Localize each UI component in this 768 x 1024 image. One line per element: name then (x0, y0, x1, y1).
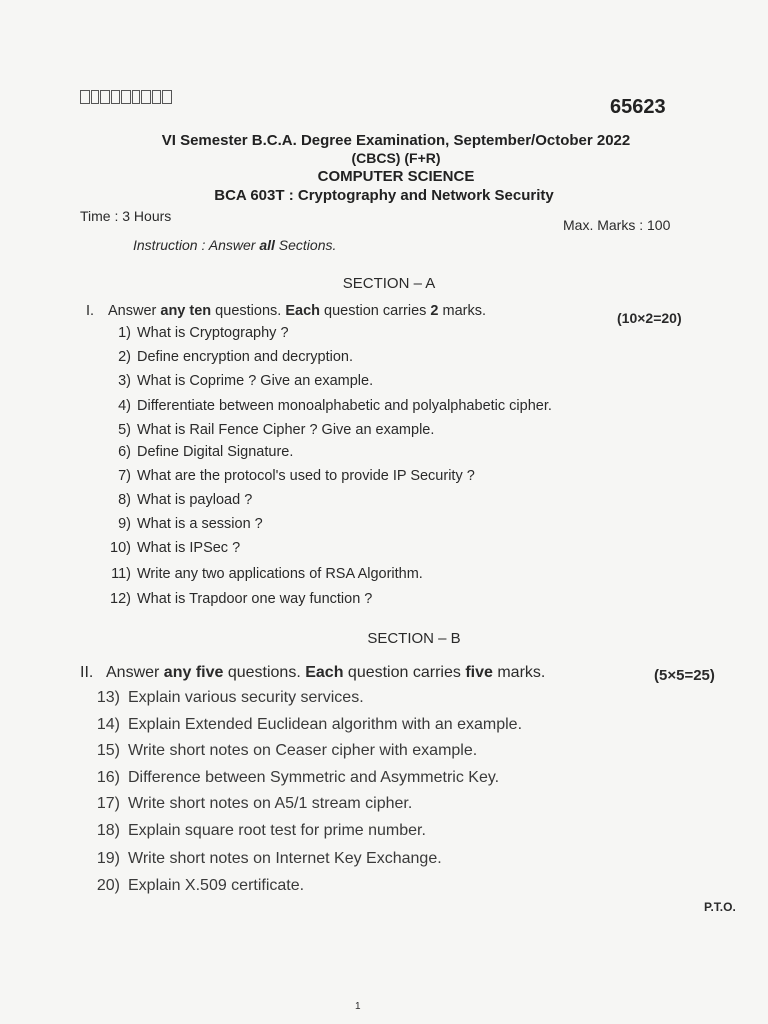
instr-part: Answer (106, 664, 164, 681)
question-item: 5) What is Rail Fence Cipher ? Give an example. (118, 422, 435, 438)
question-item: 1) What is Cryptography ? (118, 325, 289, 341)
question-item: 12) What is Trapdoor one way function ? (110, 591, 373, 607)
question-item: 13) Explain various security services. (96, 689, 364, 706)
instr-part: question carries (343, 664, 466, 681)
question-item: 14) Explain Extended Euclidean algorithm with an example. (96, 716, 523, 733)
pto-label: P.T.O. (704, 900, 736, 914)
instr-part: marks. (438, 303, 487, 319)
instruction (133, 237, 336, 253)
section-b-title: SECTION – B (367, 630, 461, 647)
section-a-marks: (10×2=20) (617, 310, 682, 326)
question-item: 8) What is payload ? (118, 492, 253, 508)
question-item: 17) Write short notes on A5/1 stream cipher. (96, 795, 413, 812)
paper-code: 65623 (610, 96, 666, 118)
instr-part-bold: Each (305, 664, 344, 681)
course-title: BCA 603T : Cryptography and Network Security (214, 187, 554, 204)
instr-part-bold: 2 (430, 303, 439, 319)
barcode-icon (80, 90, 172, 104)
instruction-bold: all (259, 237, 275, 253)
time-label: Time : 3 Hours (80, 208, 172, 224)
instr-part: questions. (211, 303, 286, 319)
question-item: 9) What is a session ? (118, 516, 263, 532)
section-b-marks: (5×5=25) (654, 667, 715, 684)
max-marks-label: Max. Marks : 100 (563, 217, 671, 233)
section-a-roman: I. (86, 303, 95, 319)
instr-part: marks. (492, 664, 546, 681)
section-a-title: SECTION – A (342, 275, 436, 292)
instr-part: question carries (320, 303, 431, 319)
question-item: 10) What is IPSec ? (110, 540, 241, 556)
page-number: 1 (355, 1001, 361, 1012)
instr-part: Answer (108, 303, 161, 319)
instr-part: questions. (223, 664, 306, 681)
instr-part-bold: any ten (160, 303, 212, 319)
section-b-roman: II. (80, 664, 94, 681)
subject-line: COMPUTER SCIENCE (317, 168, 475, 185)
question-item: 4) Differentiate between monoalphabetic and polyalphabetic cipher. (118, 398, 552, 414)
instruction-text-after: Sections. (278, 237, 337, 253)
question-item: 16) Difference between Symmetric and Asymmetric Key. (96, 769, 500, 786)
instruction-label: Instruction : (133, 237, 206, 253)
exam-title: VI Semester B.C.A. Degree Examination, September/October 2022 (161, 132, 631, 149)
question-item: 20) Explain X.509 certificate. (96, 877, 305, 894)
scheme-line: (CBCS) (F+R) (351, 150, 441, 166)
question-item: 19) Write short notes on Internet Key Exchange. (96, 850, 442, 867)
instr-part-bold: Each (285, 303, 320, 319)
question-item: 7) What are the protocol's used to provide IP Security ? (118, 468, 475, 484)
question-item: 11) Write any two applications of RSA Algorithm. (111, 566, 423, 582)
instruction-text-before: Answer (208, 237, 256, 253)
question-item: 18) Explain square root test for prime number. (96, 822, 426, 839)
question-item: 3) What is Coprime ? Give an example. (118, 373, 374, 389)
question-item: 2) Define encryption and decryption. (118, 349, 354, 365)
question-item: 15) Write short notes on Ceaser cipher with example. (96, 742, 478, 759)
instr-part-bold: five (465, 664, 493, 681)
question-item: 6) Define Digital Signature. (118, 444, 294, 460)
instr-part-bold: any five (163, 664, 224, 681)
section-b-instruction (80, 664, 545, 682)
section-a-instruction (86, 303, 486, 319)
